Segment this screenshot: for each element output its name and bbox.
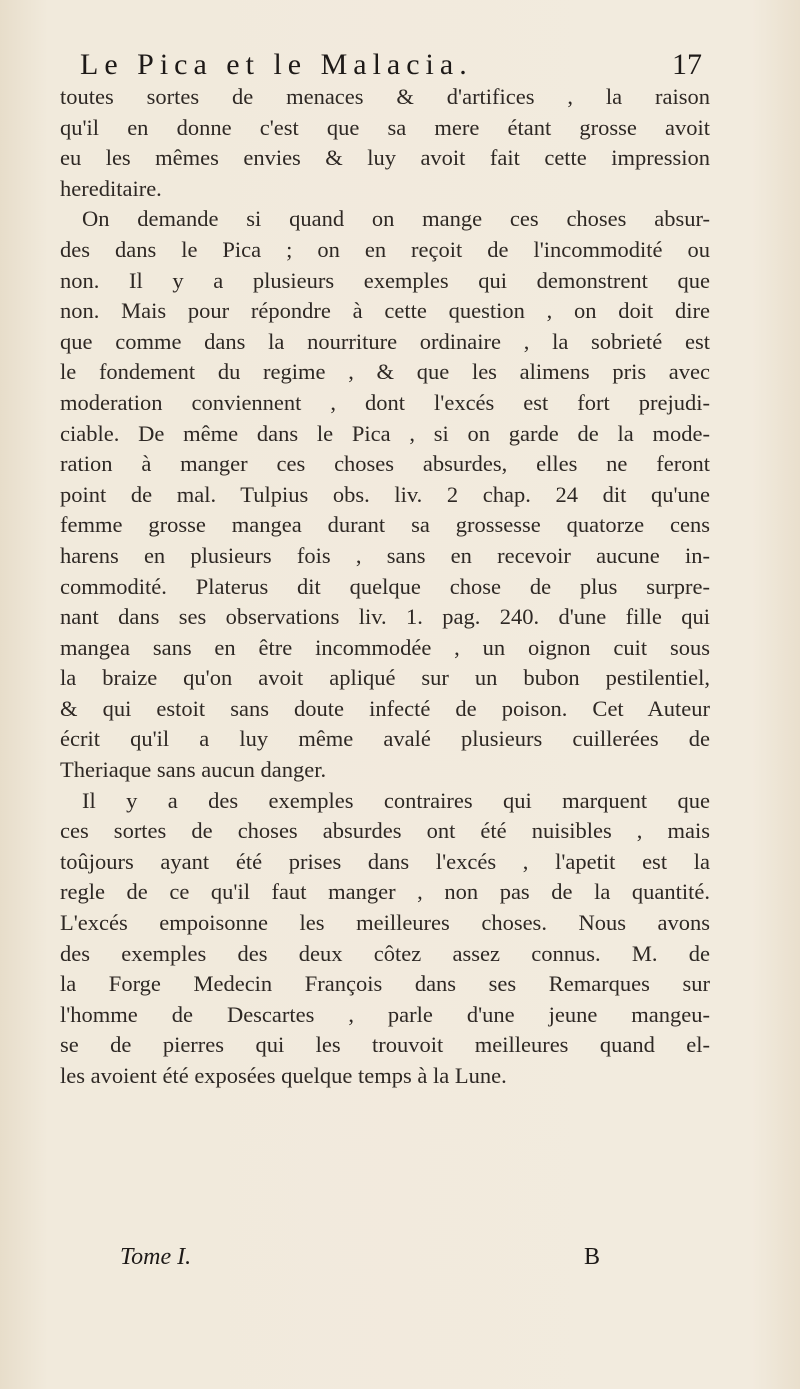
- text-line: l'homme de Descartes , parle d'une jeune mangeu-: [60, 1001, 710, 1027]
- text-line: ciable. De même dans le Pica , si on garde de la mode-: [60, 420, 710, 446]
- text-line: non. Il y a plusieurs exemples qui demonstrent que: [60, 267, 710, 293]
- text-line: Theriaque sans aucun danger.: [60, 757, 327, 783]
- text-line: hereditaire.: [60, 175, 162, 201]
- text-line: que comme dans la nourriture ordinaire , la sobrieté est: [60, 328, 710, 354]
- text-line: la braize qu'on avoit apliqué sur un bubon pestilentiel,: [60, 665, 710, 691]
- text-line: point de mal. Tulpius obs. liv. 2 chap. 24 dit qu'une: [60, 481, 710, 507]
- gathering-signature: B: [583, 1244, 600, 1270]
- text-line: les avoient été exposées quelque temps à la Lune.: [60, 1063, 507, 1088]
- text-line: écrit qu'il a luy même avalé plusieurs cuillerées de: [60, 726, 710, 752]
- text-line: ces sortes de choses absurdes ont été nuisibles , mais: [60, 818, 710, 844]
- text-line: toûjours ayant été prises dans l'excés , l'apetit est la: [60, 848, 710, 874]
- page-number: 17: [672, 48, 702, 81]
- body-text: [60, 82, 710, 1092]
- text-line: nant dans ses observations liv. 1. pag. 240. d'une fille qui: [60, 604, 710, 630]
- text-line: moderation conviennent , dont l'excés est fort prejudi-: [60, 389, 710, 415]
- text-line: le fondement du regime , & que les alimens pris avec: [60, 359, 710, 385]
- text-line: se de pierres qui les trouvoit meilleures quand el-: [60, 1032, 710, 1058]
- text-line: des dans le Pica ; on en reçoit de l'incommodité ou: [60, 236, 710, 262]
- text-line: eu les mêmes envies & luy avoit fait cette impression: [60, 145, 710, 171]
- text-line: harens en plusieurs fois , sans en recevoir aucune in-: [60, 542, 710, 568]
- text-line: commodité. Platerus dit quelque chose de plus surpre-: [60, 573, 710, 599]
- text-line: L'excés empoisonne les meilleures choses. Nous avons: [60, 910, 710, 936]
- running-title: Le Pica et le Malacia.: [80, 48, 473, 81]
- page-footer: [120, 1244, 600, 1284]
- text-line: non. Mais pour répondre à cette question , on doit dire: [60, 298, 710, 324]
- text-line: Il y a des exemples contraires qui marquent que: [82, 787, 710, 813]
- text-line: ration à manger ces choses absurdes, elles ne feront: [60, 451, 710, 477]
- text-line: mangea sans en être incommodée , un oignon cuit sous: [60, 634, 710, 660]
- text-line: femme grosse mangea durant sa grossesse quatorze cens: [60, 512, 710, 538]
- text-line: des exemples des deux côtez assez connus. M. de: [60, 940, 710, 966]
- text-line: On demande si quand on mange ces choses absur-: [82, 206, 710, 232]
- text-line: la Forge Medecin François dans ses Remarques sur: [60, 971, 710, 997]
- volume-signature: Tome I.: [120, 1244, 192, 1270]
- text-line: regle de ce qu'il faut manger , non pas de la quantité.: [60, 879, 710, 905]
- text-line: toutes sortes de menaces & d'artifices , la raison: [60, 84, 710, 109]
- text-line: qu'il en donne c'est que sa mere étant grosse avoit: [60, 114, 710, 140]
- text-line: & qui estoit sans doute infecté de poison. Cet Auteur: [60, 695, 710, 721]
